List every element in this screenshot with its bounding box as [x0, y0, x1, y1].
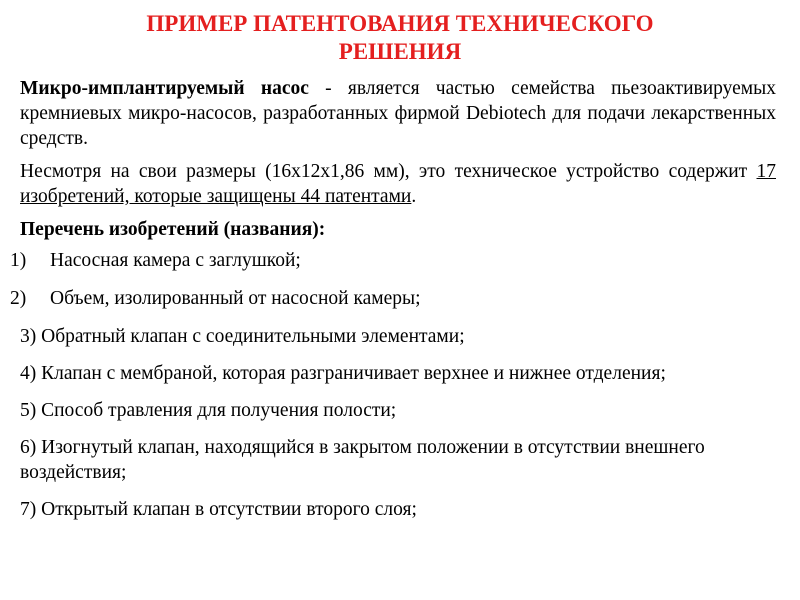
list-item-number: 1): [10, 250, 27, 271]
list-item-text: 5) Способ травления для получения полости;: [20, 400, 397, 421]
size-after: .: [411, 186, 417, 207]
slide-title: [0, 10, 800, 66]
size-before: Несмотря на свои размеры (16х12х1,86 мм), это техническое устройство содержит: [20, 161, 757, 182]
inventions-list: [10, 248, 776, 522]
slide-title-line-2: РЕШЕНИЯ: [338, 39, 462, 64]
slide-title-line-1: ПРИМЕР ПАТЕНТОВАНИЯ ТЕХНИЧЕСКОГО: [146, 11, 654, 36]
list-item: [20, 361, 776, 386]
intro-rest: - является частью семейства пьезоактивируемых кремниевых микро-насосов, разработанных фирмой Debiotech для подачи лекарственных средств.: [20, 78, 776, 149]
list-item: [20, 324, 776, 349]
list-item: [20, 398, 776, 423]
list-item-text: Объем, изолированный от насосной камеры;: [50, 288, 421, 309]
list-item: [10, 286, 776, 312]
list-item-text: 7) Открытый клапан в отсутствии второго слоя;: [20, 499, 417, 520]
slide-body: [10, 76, 776, 534]
inventions-patents-underlined: 17 изобретений, которые защищены 44 патентами: [20, 161, 776, 207]
intro-paragraph: [20, 76, 776, 151]
inventions-list-heading: Перечень изобретений (названия):: [20, 219, 326, 240]
list-item: [20, 435, 776, 485]
size-paragraph: [20, 159, 776, 209]
list-item-text: Насосная камера с заглушкой;: [50, 250, 301, 271]
list-item-number: 2): [10, 288, 27, 309]
list-item: [10, 248, 776, 274]
list-item-text: 3) Обратный клапан с соединительными элементами;: [20, 326, 465, 347]
list-item-text: 4) Клапан с мембраной, которая разграничивает верхнее и нижнее отделения;: [20, 363, 666, 384]
intro-bold-lead: Микро-имплантируемый насос: [20, 78, 309, 99]
list-item: [20, 497, 776, 522]
list-item-text: 6) Изогнутый клапан, находящийся в закрытом положении в отсутствии внешнего воздействия;: [20, 437, 705, 483]
